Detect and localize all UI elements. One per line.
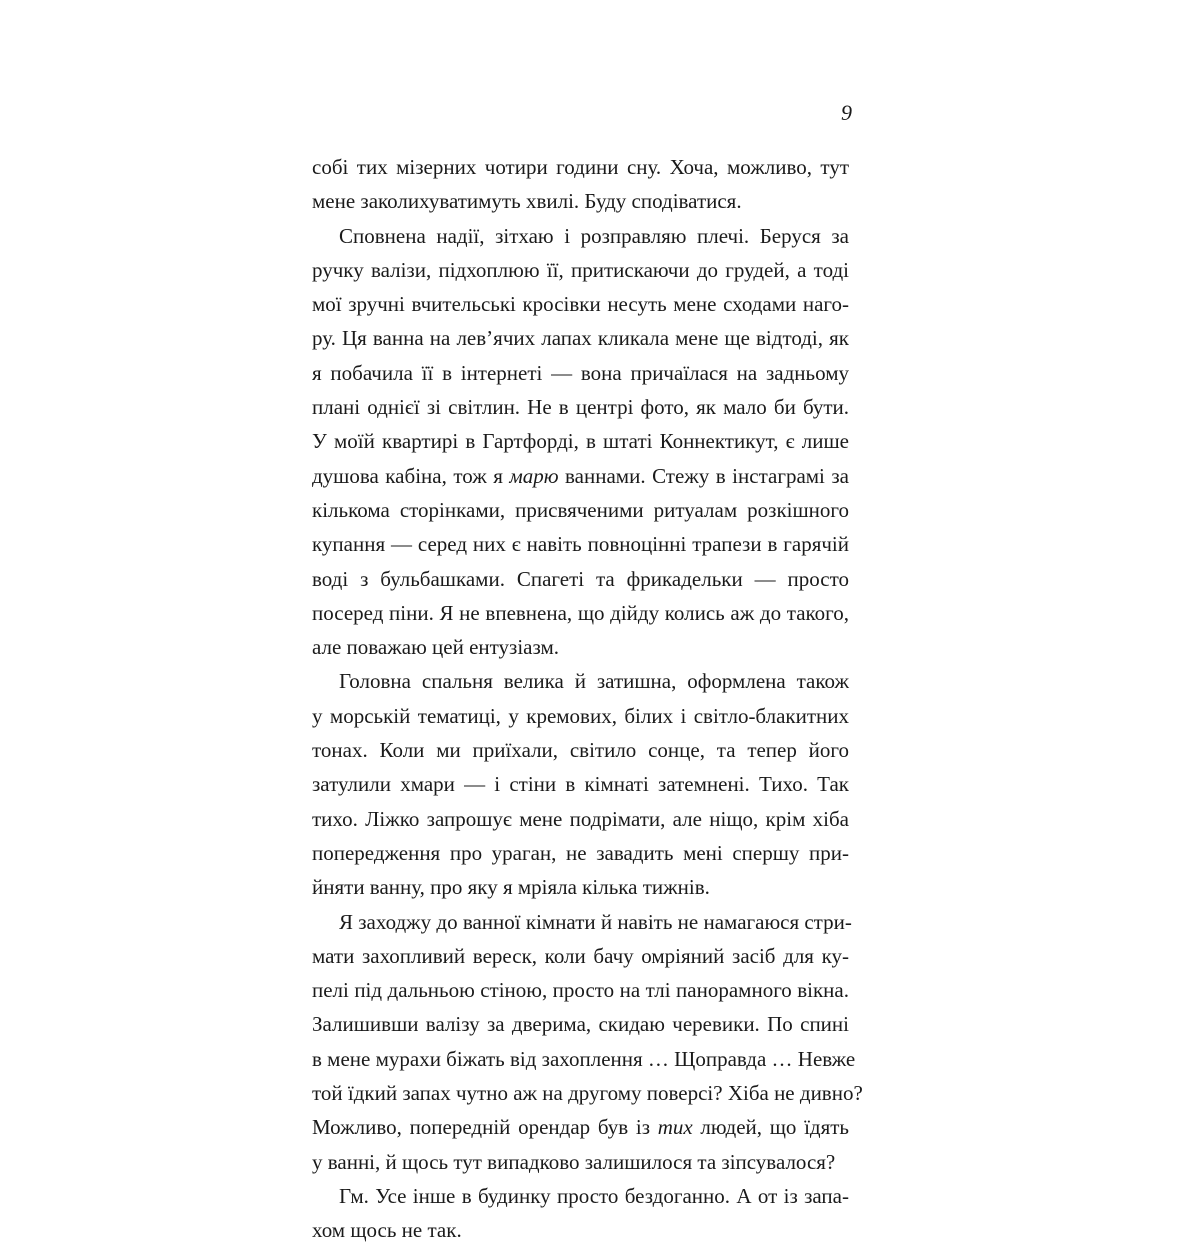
text-line: мої зручні вчительські кросівки несуть мене сходами наго-: [312, 292, 849, 317]
italic-word: марю: [509, 463, 559, 488]
text-line: мене заколихуватимуть хвилі. Буду сподіватися.: [312, 189, 742, 214]
text-line: Гм. Усе інше в будинку просто бездоганно. А от із запа-: [339, 1183, 849, 1208]
text-segment: людей, що їдять: [700, 1115, 849, 1140]
italic-word: тих: [657, 1115, 693, 1140]
text-line: попередження про ураган, не завадить мені спершу при-: [312, 840, 849, 865]
text-line: хом щось не так.: [312, 1218, 462, 1243]
text-line: посеред піни. Я не впевнена, що дійду колись аж до такого,: [312, 600, 849, 625]
text-line: але поважаю цей ентузіазм.: [312, 635, 560, 660]
text-segment: душова кабіна, тож я: [312, 463, 503, 488]
text-line: Сповнена надії, зітхаю і розправляю плечі. Беруся за: [339, 223, 849, 248]
text-line: [312, 459, 849, 493]
text-line: у ванні, й щось тут випадково залишилося та зіпсувалося?: [312, 1149, 836, 1174]
text-line: тихо. Ліжко запрошує мене подрімати, але ніщо, крім хіба: [312, 806, 849, 831]
body-text: [312, 150, 863, 1248]
text-line: Я заходжу до ванної кімнати й навіть не намагаюся стри-: [339, 909, 852, 934]
text-line: собі тих мізерних чотири години сну. Хоча, можливо, тут: [312, 155, 849, 179]
text-line: ручку валізи, підхоплюю її, притискаючи до грудей, а тоді: [312, 257, 849, 282]
text-line: купання — серед них є навіть повноцінні трапези в гарячій: [312, 532, 849, 557]
text-segment: Можливо, попередній орендар був із: [312, 1115, 650, 1140]
text-segment: ваннами. Стежу в інстаграмі за: [565, 463, 849, 488]
text-line: [312, 1110, 849, 1144]
text-line: Залишивши валізу за дверима, скидаю черевики. По спині: [312, 1012, 849, 1037]
text-line: у морській тематиці, у кремових, білих і світло-блакитних: [312, 703, 849, 728]
text-line: У моїй квартирі в Гартфорді, в штаті Коннектикут, є лише: [312, 429, 849, 454]
text-line: кількома сторінками, присвяченими ритуалам розкішного: [312, 497, 849, 522]
text-line: затулили хмари — і стіни в кімнаті затемнені. Тихо. Так: [312, 772, 849, 797]
text-line: мати захопливий вереск, коли бачу омріяний засіб для ку-: [312, 943, 849, 968]
text-line: Головна спальня велика й затишна, оформлена також: [339, 669, 849, 694]
text-line: тонах. Коли ми приїхали, світило сонце, та тепер його: [312, 738, 849, 763]
text-line: той їдкий запах чутно аж на другому поверсі? Хіба не дивно?: [312, 1081, 863, 1106]
text-line: ру. Ця ванна на лев’ячих лапах кликала мене ще відтоді, як: [312, 326, 849, 351]
text-line: в мене мурахи біжать від захоплення … Щоправда … Невже: [312, 1046, 856, 1071]
text-line: воді з бульбашками. Спагеті та фрикадельки — просто: [312, 566, 849, 591]
page-number: 9: [841, 100, 852, 125]
text-line: йняти ванну, про яку я мріяла кілька тижнів.: [312, 875, 710, 900]
text-line: плані однієї зі світлин. Не в центрі фото, як мало би бути.: [312, 395, 849, 420]
text-line: пелі під дальньою стіною, просто на тлі панорамного вікна.: [312, 978, 849, 1003]
text-line: я побачила її в інтернеті — вона причаїлася на задньому: [312, 360, 849, 385]
